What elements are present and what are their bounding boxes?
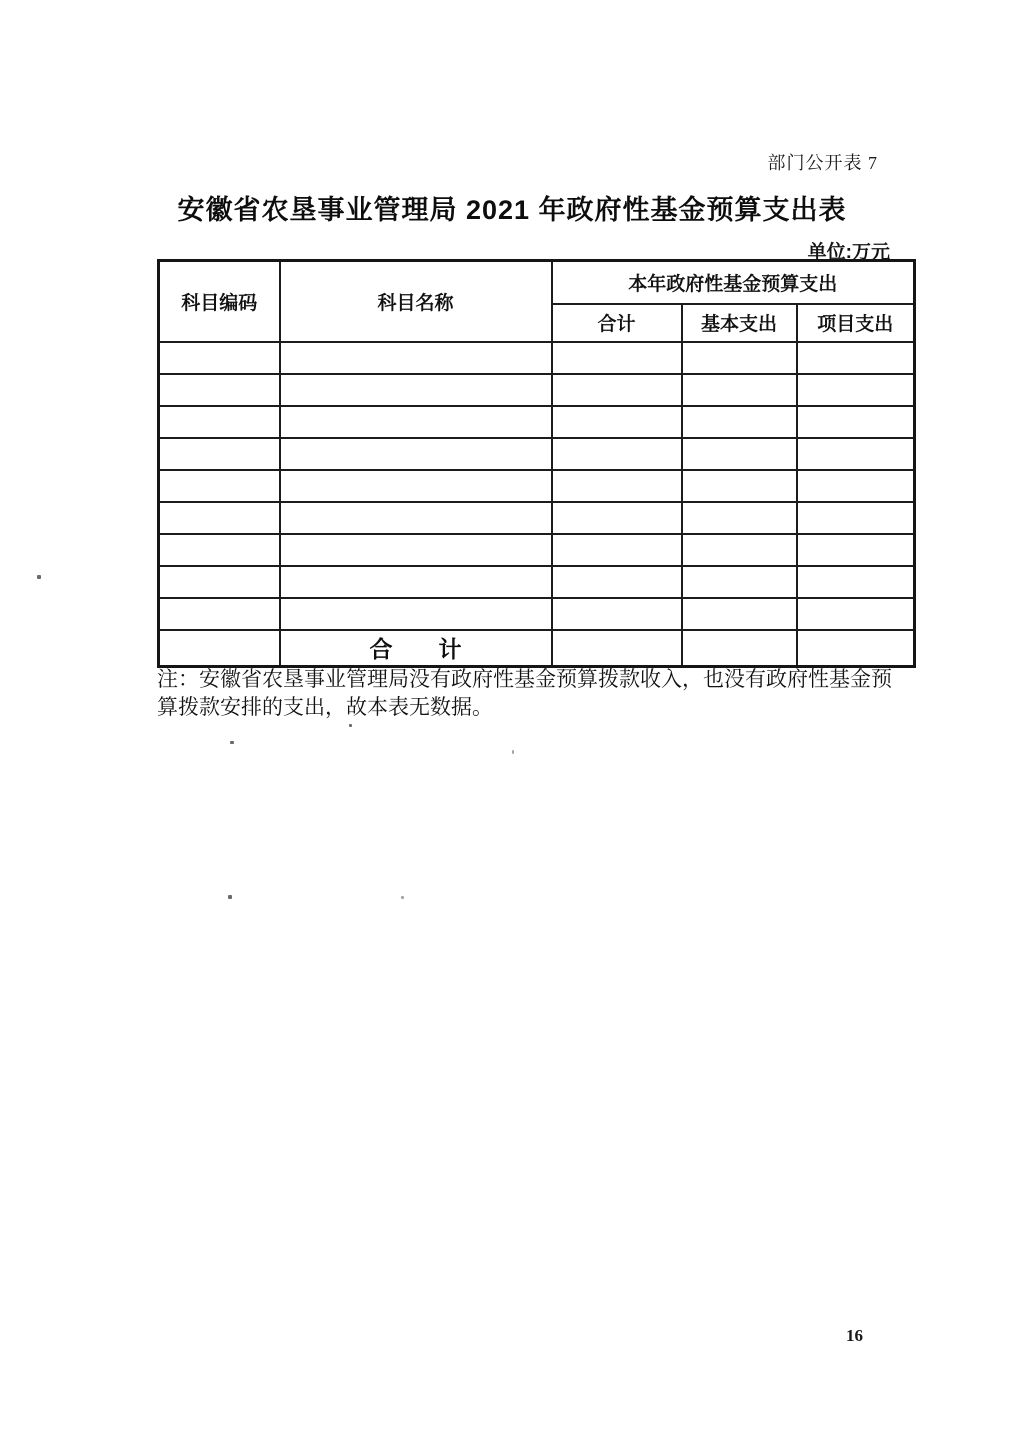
scan-speck — [349, 724, 352, 727]
empty-cell — [280, 598, 552, 630]
scan-speck — [228, 895, 232, 899]
empty-cell — [552, 470, 682, 502]
empty-cell — [797, 566, 915, 598]
empty-cell — [682, 534, 797, 566]
empty-cell — [280, 566, 552, 598]
empty-cell — [797, 374, 915, 406]
table-empty-row — [159, 342, 915, 374]
empty-cell — [159, 534, 280, 566]
unit-label: 单位:万元 — [807, 242, 890, 263]
empty-cell — [280, 502, 552, 534]
table-header — [159, 261, 915, 342]
col-header-total: 合计 — [552, 304, 682, 342]
empty-cell — [552, 342, 682, 374]
empty-cell — [797, 470, 915, 502]
table-empty-row — [159, 470, 915, 502]
col-header-subject-name: 科目名称 — [280, 261, 552, 342]
empty-cell — [159, 470, 280, 502]
empty-cell — [280, 470, 552, 502]
empty-cell — [552, 598, 682, 630]
empty-cell — [682, 342, 797, 374]
empty-cell — [159, 438, 280, 470]
total-row-label: 合 计 — [280, 630, 552, 667]
empty-cell — [797, 598, 915, 630]
total-row-basic-cell — [682, 630, 797, 667]
table-body — [159, 342, 915, 630]
total-row-total-cell — [552, 630, 682, 667]
total-row-code-cell — [159, 630, 280, 667]
table-empty-row — [159, 566, 915, 598]
budget-table — [157, 259, 916, 668]
empty-cell — [159, 502, 280, 534]
empty-cell — [552, 438, 682, 470]
table-empty-row — [159, 374, 915, 406]
table-empty-row — [159, 406, 915, 438]
empty-cell — [552, 374, 682, 406]
empty-cell — [797, 342, 915, 374]
empty-cell — [552, 534, 682, 566]
footnote — [157, 665, 907, 721]
total-row-project-cell — [797, 630, 915, 667]
empty-cell — [159, 406, 280, 438]
empty-cell — [280, 534, 552, 566]
scan-speck — [512, 750, 514, 754]
page-number: 16 — [846, 1326, 863, 1345]
table-empty-row — [159, 598, 915, 630]
empty-cell — [280, 374, 552, 406]
total-row — [159, 630, 915, 667]
empty-cell — [280, 406, 552, 438]
scan-speck — [37, 575, 41, 579]
page-title: 安徽省农垦事业管理局 2021 年政府性基金预算支出表 — [177, 195, 847, 225]
doc-label: 部门公开表 7 — [767, 153, 878, 173]
empty-cell — [280, 438, 552, 470]
empty-cell — [159, 598, 280, 630]
empty-cell — [797, 406, 915, 438]
footnote-line-2: 算拨款安排的支出，故本表无数据。 — [157, 695, 493, 719]
scan-speck — [401, 896, 404, 899]
empty-cell — [682, 374, 797, 406]
empty-cell — [682, 438, 797, 470]
table-empty-row — [159, 534, 915, 566]
empty-cell — [682, 598, 797, 630]
table-footer — [159, 630, 915, 667]
empty-cell — [682, 470, 797, 502]
empty-cell — [159, 374, 280, 406]
empty-cell — [797, 438, 915, 470]
empty-cell — [797, 502, 915, 534]
table-empty-row — [159, 502, 915, 534]
empty-cell — [280, 342, 552, 374]
empty-cell — [159, 566, 280, 598]
empty-cell — [552, 566, 682, 598]
header-row-1 — [159, 261, 915, 304]
empty-cell — [797, 534, 915, 566]
empty-cell — [682, 406, 797, 438]
empty-cell — [682, 566, 797, 598]
col-header-basic-expenditure: 基本支出 — [682, 304, 797, 342]
empty-cell — [552, 502, 682, 534]
col-header-subject-code: 科目编码 — [159, 261, 280, 342]
empty-cell — [159, 342, 280, 374]
table-empty-row — [159, 438, 915, 470]
col-header-project-expenditure: 项目支出 — [797, 304, 915, 342]
empty-cell — [682, 502, 797, 534]
footnote-line-1: 注：安徽省农垦事业管理局没有政府性基金预算拨款收入，也没有政府性基金预 — [157, 667, 892, 691]
scan-speck — [230, 741, 234, 744]
empty-cell — [552, 406, 682, 438]
col-header-fund-expenditure-group: 本年政府性基金预算支出 — [552, 261, 915, 304]
